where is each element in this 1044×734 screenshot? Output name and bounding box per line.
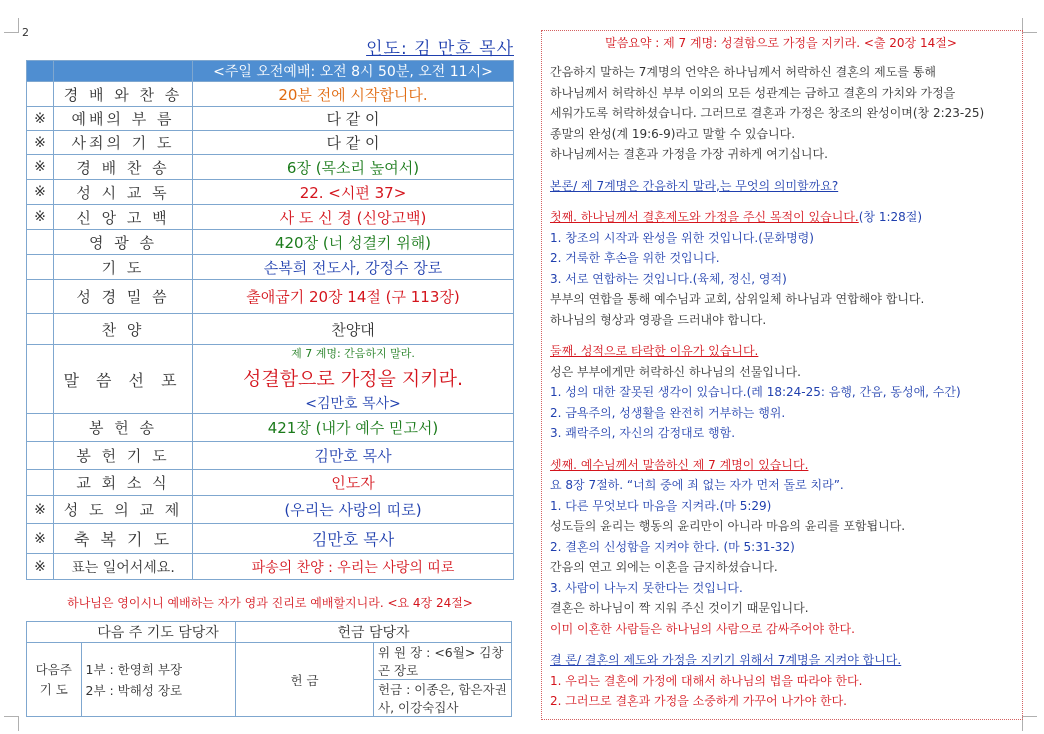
header-blank-2 xyxy=(54,61,193,82)
list-item: 1. 성의 대한 잘못된 생각이 있습니다.(레 18:24-25: 음행, 간음, 동성애, 수간) xyxy=(550,385,961,399)
order-mark xyxy=(27,470,54,496)
first-point-head: 첫째. 하나님께서 결혼제도와 가정을 주신 목적이 있습니다. xyxy=(550,210,859,224)
order-mark xyxy=(27,442,54,470)
second-point-head: 둘째. 성적으로 타락한 이유가 있습니다. xyxy=(550,344,759,358)
order-mark: ※ xyxy=(27,205,54,230)
order-mark: ※ xyxy=(27,554,54,580)
order-mark: ※ xyxy=(27,131,54,155)
order-mark xyxy=(27,414,54,442)
order-mark: ※ xyxy=(27,496,54,524)
table-row xyxy=(27,643,512,680)
order-value: 손복희 전도사, 강정수 장로 xyxy=(193,255,514,280)
prayer-first-service: 1부 : 한영희 부장 xyxy=(85,661,183,677)
order-label: 경 배 찬 송 xyxy=(54,155,193,180)
order-value: (우리는 사랑의 띠로) xyxy=(193,496,514,524)
crop-mark-top-left xyxy=(4,18,19,33)
list-item: 1. 다른 무엇보다 마음을 지켜라.(마 5:29) xyxy=(550,498,772,513)
list-item: 2. 거룩한 후손을 위한 것입니다. xyxy=(550,251,720,265)
body-line: 결혼은 하나님이 짝 지워 주신 것이기 때문입니다. xyxy=(550,601,809,615)
next-week-prayer-label: 다음주 기 도 xyxy=(27,643,82,717)
order-label: 사죄의 기 도 xyxy=(54,131,193,155)
intro-line: 간음하지 말하는 7계명의 언약은 하나님께서 허락하신 결혼의 제도를 통해 xyxy=(550,65,936,79)
table-row xyxy=(27,314,514,345)
prayer-second-service: 2부 : 박해성 장로 xyxy=(85,682,183,698)
order-value: 22. <시편 37> xyxy=(193,180,514,205)
offering-members: 헌금 : 이종은, 함은자권사, 이강숙집사 xyxy=(374,680,512,717)
prayer-duty-header: 다음 주 기도 담당자 xyxy=(81,622,236,643)
order-mark xyxy=(27,230,54,255)
sermon-title: 성결함으로 가정을 지키라. xyxy=(242,368,463,390)
table-row xyxy=(27,180,514,205)
order-value: 6장 (목소리 높여서) xyxy=(193,155,514,180)
list-item: 2. 그러므로 결혼과 가정을 소중하게 가꾸어 나가야 한다. xyxy=(550,694,847,708)
first-point xyxy=(550,207,1018,228)
order-label: 기 도 xyxy=(54,255,193,280)
order-value: 찬양대 xyxy=(193,314,514,345)
order-label: 찬 양 xyxy=(54,314,193,345)
duty-header-row xyxy=(27,622,512,643)
table-row xyxy=(27,442,514,470)
sermon-summary xyxy=(550,62,1018,712)
order-label: 성 경 밀 씀 xyxy=(54,280,193,314)
list-item: 3. 쾌락주의, 자신의 감정대로 행함. xyxy=(550,426,736,440)
order-mark: ※ xyxy=(27,155,54,180)
order-value: 421장 (내가 예수 믿고서) xyxy=(193,414,514,442)
benediction-label: 축 복 기 도 xyxy=(54,524,193,554)
first-point-ref: (창 1:28절) xyxy=(858,210,923,224)
main-question: 본론/ 제 7계명은 간음하지 말라,는 무엇의 의미할까요? xyxy=(550,178,839,193)
sermon-label: 말 씀 선 포 xyxy=(54,345,193,414)
header-blank-1 xyxy=(27,61,54,82)
intro-line: 하나님께서는 결혼과 가정을 가장 귀하게 여기십니다. xyxy=(550,147,828,161)
order-label: 신 앙 고 백 xyxy=(54,205,193,230)
table-row xyxy=(27,255,514,280)
conclusion-head: 결 론/ 결혼의 제도와 가정을 지키기 위해서 7계명을 지켜야 합니다. xyxy=(550,653,902,667)
body-line: 성은 부부에게만 허락하신 하나님의 선물입니다. xyxy=(550,364,801,379)
order-label: 교 회 소 식 xyxy=(54,470,193,496)
intro-line: 종말의 완성(계 19:6-9)라고 말할 수 있습니다. xyxy=(550,126,796,141)
order-mark: ※ xyxy=(27,180,54,205)
order-value: 다 같 이 xyxy=(193,107,514,131)
order-label: 성 시 교 독 xyxy=(54,180,193,205)
order-value: 다 같 이 xyxy=(193,131,514,155)
order-label: 봉 헌 송 xyxy=(54,414,193,442)
order-value: 출애굽기 20장 14절 (구 113장) xyxy=(193,280,514,314)
third-point-head: 셋째. 예수님께서 말씀하신 제 7 계명이 있습니다. xyxy=(550,457,809,472)
duty-header-blank xyxy=(27,622,82,643)
order-value: 김만호 목사 xyxy=(193,442,514,470)
table-row xyxy=(27,470,514,496)
crop-mark-bottom-right xyxy=(1022,716,1037,731)
sending-hymn: 파송의 찬양 : 우리는 사랑의 띠로 xyxy=(193,554,514,580)
third-point-ref: 요 8장 7절하. “너희 중에 죄 없는 자가 먼저 돌로 치라”. xyxy=(550,478,844,492)
order-value: 김만호 목사 xyxy=(193,524,514,554)
body-line: 하나님의 형상과 영광을 드러내야 합니다. xyxy=(550,312,767,327)
order-label: 예배의 부 름 xyxy=(54,107,193,131)
third-point-note: 이미 이혼한 사람들은 하나님의 사람으로 감싸주어야 한다. xyxy=(550,621,855,636)
intro-line: 하나님께서 허락하신 부부 이외의 모든 성관계는 금하고 결혼의 가치와 가정을 xyxy=(550,85,956,100)
order-mark: ※ xyxy=(27,524,54,554)
order-label: 봉 헌 기 도 xyxy=(54,442,193,470)
table-row xyxy=(27,414,514,442)
service-time: <주일 오전예배: 오전 8시 50분, 오전 11시> xyxy=(193,61,514,82)
leader-title: 인도: 김 만호 목사 xyxy=(366,39,514,59)
list-item: 3. 서로 연합하는 것입니다.(육체, 정신, 영적) xyxy=(550,271,787,286)
sermon-preacher: <김만호 목사> xyxy=(305,396,401,412)
page-number: 2 xyxy=(22,26,29,39)
offering-chair: 위 원 장 : <6월> 김창곤 장로 xyxy=(374,643,512,680)
sermon-cell xyxy=(193,345,514,414)
order-mark xyxy=(27,280,54,314)
duty-table xyxy=(26,621,512,717)
table-row xyxy=(27,524,514,554)
order-mark xyxy=(27,255,54,280)
list-item: 2. 결혼의 신성함을 지켜야 한다. (마 5:31-32) xyxy=(550,539,795,554)
prayer-duty-cell xyxy=(81,643,236,717)
table-row xyxy=(27,155,514,180)
list-item: 1. 창조의 시작과 완성을 위한 것입니다.(문화명령) xyxy=(550,230,814,245)
scripture-verse: 하나님은 영이시니 예배하는 자가 영과 진리로 예배할지니라. <요 4장 24절> xyxy=(67,596,473,610)
order-mark xyxy=(27,345,54,414)
list-item: 1. 우리는 결혼에 가정에 대해서 하나님의 법을 따라야 한다. xyxy=(550,673,863,688)
table-row xyxy=(27,82,514,107)
table-row xyxy=(27,131,514,155)
order-value: 사 도 신 경 (신앙고백) xyxy=(193,205,514,230)
table-row xyxy=(27,107,514,131)
summary-heading: 말씀요약 : 제 7 계명: 성결함으로 가정을 지키라. <출 20장 14절> xyxy=(605,36,957,50)
crop-mark-top-right xyxy=(1022,18,1037,33)
order-label: 성 도 의 교 제 xyxy=(54,496,193,524)
order-mark xyxy=(27,82,54,107)
sermon-subtitle: 제 7 계명: 간음하지 말라. xyxy=(291,347,415,360)
body-line: 간음의 연고 외에는 이혼을 금지하셨습니다. xyxy=(550,560,778,574)
list-item: 2. 금욕주의, 성생활을 완전히 거부하는 행위. xyxy=(550,405,786,420)
order-value: 인도자 xyxy=(193,470,514,496)
order-header-row xyxy=(27,61,514,82)
order-value: 420장 (너 성결키 위해) xyxy=(193,230,514,255)
table-row xyxy=(27,230,514,255)
order-mark xyxy=(27,314,54,345)
worship-order-table xyxy=(26,60,514,580)
body-line: 성도들의 윤리는 행동의 윤리만이 아니라 마음의 윤리를 포함됩니다. xyxy=(550,519,906,533)
intro-line: 세워가도록 허락하셨습니다. 그러므로 결혼과 가정은 창조의 완성이며(창 2:23-25) xyxy=(550,106,985,120)
list-item: 3. 사람이 나누지 못한다는 것입니다. xyxy=(550,580,743,595)
offering-label: 헌 금 xyxy=(236,643,374,717)
table-row xyxy=(27,205,514,230)
order-mark: ※ xyxy=(27,107,54,131)
table-row xyxy=(27,345,514,414)
offering-duty-header: 헌금 담당자 xyxy=(236,622,512,643)
order-label: 영 광 송 xyxy=(54,230,193,255)
order-label: 경 배 와 찬 송 xyxy=(54,82,193,107)
table-row xyxy=(27,280,514,314)
order-value: 20분 전에 시작합니다. xyxy=(193,82,514,107)
table-row xyxy=(27,496,514,524)
table-row xyxy=(27,554,514,580)
body-line: 부부의 연합을 통해 예수님과 교회, 삼위일체 하나님과 연합해야 합니다. xyxy=(550,292,925,306)
crop-mark-bottom-left xyxy=(4,716,19,731)
stand-note: 표는 일어서세요. xyxy=(54,554,193,580)
